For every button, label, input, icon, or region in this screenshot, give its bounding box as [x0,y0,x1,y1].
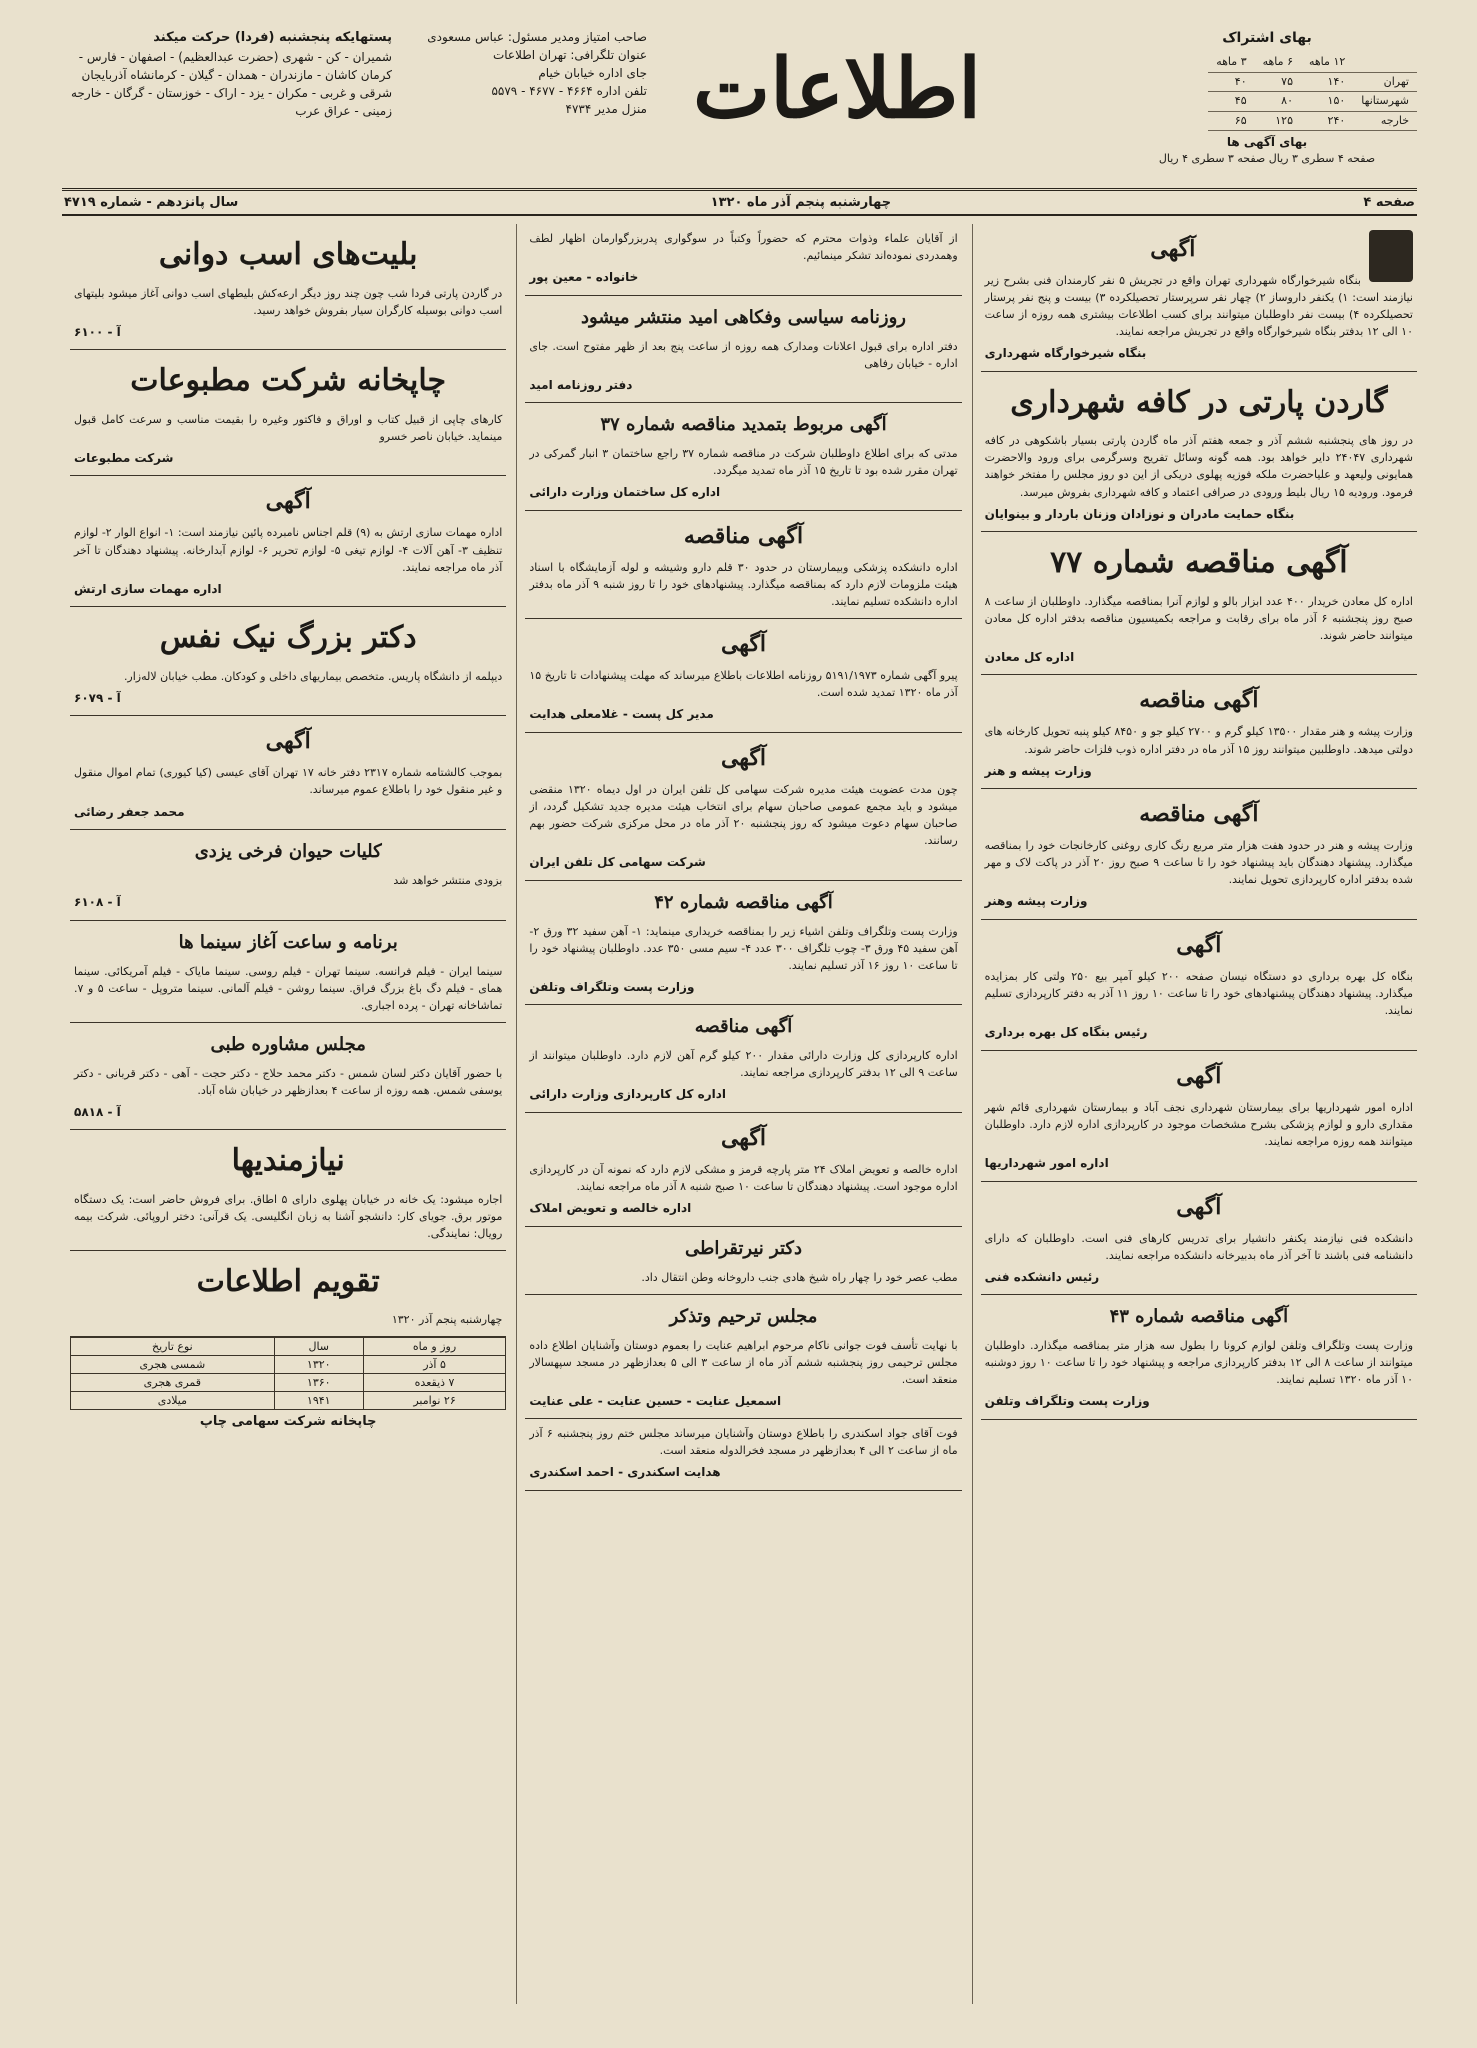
ad-block [525,511,961,619]
airmail-box [62,28,392,120]
calendar-cell: ۲۶ نوامبر [363,1392,506,1410]
printer-credit: چاپخانه شرکت سهامی چاپ [199,1414,377,1430]
publisher-line: صاحب امتیاز ومدیر مسئول: عباس مسعودی [427,30,647,44]
ad-title: آگهی مناقصه شماره ۴۲ [654,891,833,913]
ad-body: وزارت پیشه و هنر مقدار ۱۳۵۰۰ کیلو گرم و ۲۷۰۰ کیلو جو و ۸۴۵۰ کیلو پنبه تحویل کارخانه های دولتی میدهد. داوطلبین میتوانند روز ۱۵ آذر ماه در دفتر اداره ذوب فلزات حاضر شوند. [984,725,1413,756]
masthead [62,28,1417,191]
ad-signature: شرکت سهامی کل تلفن ایران [529,855,706,870]
ad-title: روزنامه سیاسی وفکاهی امید منتشر میشود [581,306,906,328]
subscription-cell: ۷۵ [1255,72,1301,92]
ad-block [70,716,506,830]
ad-signature: اسمعیل عنایت - حسین عنایت - علی عنایت [529,1393,782,1408]
ad-signature: رئیس بنگاه کل بهره برداری [984,1025,1148,1040]
ad-block [70,1130,506,1251]
manager-home-line: منزل مدیر ۴۷۳۴ [565,102,647,116]
ad-signature: وزارت پیشه و هنر [984,763,1092,778]
ad-body: بزودی منتشر خواهد شد [393,874,503,888]
ad-body: بموجب کالشتامه شماره ۲۳۱۷ دفتر خانه ۱۷ تهران آقای عیسی (کیا کیوری) تمام اموال منقول و غیر منقول خود را باطلاع عموم میرساند. [74,766,503,797]
ad-block [70,1251,506,1338]
ad-body: دفتر اداره برای قبول اعلانات ومدارک همه روزه از ساعت پنج بعد از ظهر مفتوح است. جای اداره - خیابان رفاهی [529,339,958,370]
subscription-cell: ۴۰ [1208,72,1254,92]
ad-body: در گاردن پارتی فردا شب چون چند روز دیگر ارعه‌کش بلیطهای اسب دوانی آغاز میشود بلیتهای اسب دوانی بوسیله کارگران سیار بفروش خواهد رسید. [74,286,503,317]
ad-title: گاردن پارتی در کافه شهرداری [1010,384,1388,420]
ad-block [525,733,961,881]
ad-title: آگهی مناقصه [1139,801,1259,828]
ad-title: تقویم اطلاعات [196,1263,380,1299]
calendar-cell: شمسی هجری [71,1356,275,1374]
airmail-title: پستهایکه پنجشنبه (فردا) حرکت میکند [153,30,392,45]
ad-signature: بنگاه حمایت مادران و نوزادان وزنان باردار و بینوایان [984,506,1295,521]
ad-signature: آ - ۵۸۱۸ [74,1104,121,1119]
publisher-box [387,28,647,118]
ad-body: در روز های پنجشنبه ششم آذر و جمعه هفتم آذر ماه گاردن پارتی بسیار باشکوهی در کافه شهرداری ۲۴۰۴۷ دایر خواهد بود. همه گونه وسائل تفریح وسرگرمی برای ورود والاحضرت همایونی ولیعهد و علیاحضرت ملکه فوزیه پهلوی دریکی از این دو روز مجلس را مفتخر خواهند فرمود. ورودیه ۱۵ ریال بلیط ورودی در صرافی اعتماد و کافه شهرداری بفروش میرسد. [984,434,1413,499]
ad-title: آگهی مربوط بتمدید مناقصه شماره ۳۷ [600,414,887,436]
ad-signature: اداره کل کارپردازی وزارت دارائی [529,1087,727,1102]
ad-block [525,1419,961,1491]
dateline [62,191,1417,216]
ad-signature: رئیس دانشکده فنی [984,1269,1100,1284]
calendar-table [70,1337,506,1410]
ad-title: دکتر بزرگ نیک نفس [159,620,417,656]
address-line: جای اداره خیابان خیام [538,66,647,80]
newspaper-logo: اطلاعات [692,41,982,137]
ad-body: با حضور آقایان دکتر لسان شمس - دکتر محمد حلاج - دکتر حجت - آهی - دکتر قربانی - دکتر یوسفی شمس. همه روزه از ساعت ۴ بعدازظهر در خیابان شاه آباد. [74,1066,503,1097]
ad-body: اداره کل معادن خریدار ۴۰۰ عدد ابزار بالو و لوازم آنرا بمناقصه میگذارد. داوطلبان از ساعت ۸ صبح روز پنجشنبه ۶ آذر ماه برای رقابت و مراجعه بکمیسیون مناقصه بدفتر اداره کل معادن میتوانند حاضر شوند. [984,594,1413,642]
ad-block [70,1023,506,1131]
issue-number: سال پانزدهم - شماره ۴۷۱۹ [64,195,239,210]
ad-body: سینما ایران - فیلم فرانسه. سینما تهران - فیلم روسی. سینما مایاک - فیلم آمریکائی. سینما همای - فیلم دگ باغ بزرگ فراق. سینما روشن - فیلم آلمانی. سینما متروپل - ساعت ۵ و ۷. تماشاخانه تهران - پرده اجباری. [74,964,503,1012]
ad-block [70,830,506,921]
subscription-table [1208,53,1417,131]
ad-signature: آ - ۶۱۰۸ [74,895,121,910]
ad-title: چاپخانه شرکت مطبوعات [130,363,447,399]
ad-price-text: صفحه ۴ سطری ۳ ریال صفحه ۳ سطری ۴ ریال [1158,152,1376,165]
subscription-header-cell: ۶ ماهه [1255,53,1301,72]
ad-body: فوت آقای جواد اسکندری را باطلاع دوستان وآشنایان میرساند مجلس ختم روز پنجشنبه ۶ آذر ماه از ساعت ۲ الی ۴ بعدازظهر در مسجد فخرالدوله منعقد است. [529,1427,958,1458]
ad-block [525,224,961,296]
ad-block [525,881,961,1006]
calendar-cell: ۷ ذیقعده [363,1374,506,1392]
ad-body: اداره کارپردازی کل وزارت دارائی مقدار ۲۰۰ کیلو گرم آهن لازم دارد. داوطلبان میتوانند از ساعت ۹ الی ۱۲ بدفتر کارپردازی مراجعه نمایند. [529,1049,958,1080]
ad-body: اداره امور شهرداریها برای بیمارستان شهرداری نجف آباد و بیمارستان شهرداری قائم شهر مقداری دارو و لوازم پزشکی بشرح مشخصات موجود در کارپردازی اداره لازم دارد. داوطلبان میتوانند همه روزه مراجعه نمایند. [984,1100,1413,1149]
ad-block [525,1227,961,1295]
ad-block [525,1113,961,1227]
ad-block [525,296,961,404]
column-middle [516,224,961,2004]
column-right [972,224,1417,2004]
ad-title: آگهی [720,744,767,771]
ad-block [981,532,1417,675]
ad-signature: وزارت پست وتلگراف وتلفن [529,979,695,994]
issue-date: چهارشنبه پنجم آذر ماه ۱۳۲۰ [710,195,892,210]
ad-body: چهارشنبه پنجم آذر ۱۳۲۰ [391,1313,503,1327]
ad-signature: خانواده - معین پور [529,270,639,285]
ad-signature: محمد جعفر رضائی [74,804,185,819]
ad-signature: هدایت اسکندری - احمد اسکندری [529,1465,721,1480]
ad-block [981,1182,1417,1296]
emblem-icon [1369,230,1413,282]
ad-block [525,1295,961,1420]
ad-block [70,224,506,350]
ad-body: با نهایت تأسف فوت جوانی ناکام مرحوم ابراهیم عنایت را بعموم دوستان وآشنایان اطلاع داده مجلس ترحیمی روز پنجشنبه ششم آذر ماه از ساعت ۳ الی ۵ بعدازظهر در مسجد سپهسالار منعقد است. [529,1338,958,1386]
ad-block [70,921,506,1023]
ad-block [981,1051,1417,1182]
ad-signature: اداره مهمات سازی ارتش [74,581,222,596]
ad-block [525,403,961,511]
ad-signature: وزارت پیشه وهنر [984,894,1088,909]
ad-title: آگهی مناقصه شماره ۷۷ [1050,545,1348,581]
ad-title: آگهی [720,1124,767,1151]
airmail-text: شمیران - کن - شهری (حضرت عبدالعظیم) - اصفهان - فارس - کرمان کاشان - مازندران - همدان - گیلان - کرمانشاه آذربایجان شرقی و غربی - مکران - یزد - اراک - خوزستان - گرگان - خارجه زمینی - عراق عرب [71,49,392,118]
calendar-cell: ۱۳۲۰ [274,1356,363,1374]
ad-block [525,1005,961,1113]
ad-body: بنگاه شیرخوارگاه شهرداری تهران واقع در تجریش ۵ نفر کارمندان فنی بشرح زیر نیازمند است: ۱) یکنفر داروساز ۲) چهار نفر سرپرستار تحصیلکرده ۳) بیست و پنج نفر پرستار تحصیلکرده ۴) بیست نفر داوطلبان میتوانند برای کسب اطلاعات بیشتری همه روزه از ساعت ۱۰ الی ۱۲ بدفتر بنگاه شیرخوارگاه واقع در تجریش مراجعه نمایند. [984,274,1413,339]
ad-title: آگهی مناقصه [683,522,804,549]
ad-signature: آ - ۶۱۰۰ [74,324,121,339]
ad-title: آگهی مناقصه [1139,687,1259,714]
ad-block [981,789,1417,920]
ad-signature: اداره کل معادن [984,649,1075,664]
ad-signature: وزارت پست وتلگراف وتلفن [984,1394,1150,1409]
ad-block [981,675,1417,789]
ad-body: وزارت پست وتلگراف وتلفن اشیاء زیر را بمناقصه خریداری مینماید: ۱- آهن سفید ۳۲ ورق ۲- آهن سفید ۴۵ ورق ۳- چوب تلگراف ۳۰۰ عدد ۴- سیم مسی ۳۵۰ عدد. داوطلبان پیشنهاد خود را تا ساعت ۱۰ روز ۱۶ آذر تسلیم نمایند. [529,924,958,972]
ad-title: آگهی [720,631,767,658]
ad-title: کلیات حیوان فرخی یزدی [194,841,382,863]
ad-signature: آ - ۶۰۷۹ [74,690,121,705]
ad-title: دکتر نیرتقراطی [685,1237,802,1259]
ad-body: اداره دانشکده پزشکی وبیمارستان در حدود ۳۰ قلم دارو وشیشه و لوله آزمایشگاه با اسناد هیئت ملزومات لازم دارد که بمناقصه میگذارد. پیشنهادهای خود را تا روز شنبه ۹ آذر ماه بدفتر اداره دانشکده تسلیم نمایند. [529,560,958,609]
ad-block [70,476,506,607]
subscription-header-cell: ۳ ماهه [1208,53,1254,72]
ad-title: آگهی [265,728,311,755]
ad-body: از آقایان علماء وذوات محترم که حضوراً وکتباً در سوگواری پدربزرگوارمان اظهار لطف وهمدردی نموده‌اند تشکر مینمائیم. [529,232,958,263]
ad-signature: اداره خالصه و تعویض املاک [529,1201,692,1216]
ad-body: بنگاه کل بهره برداری دو دستگاه نیسان صفحه ۲۰۰ کیلو آمپر بیع ۲۵۰ ولتی کار بمزایده میگذارد. پیشنهاد دهندگان پیشنهادهای خود را تا ساعت ۱۰ روز ۱۱ آذر به دفتر کارپردازی تسلیم نمایند. [984,970,1413,1018]
calendar-cell: ۵ آذر [363,1356,506,1374]
ad-body: پیرو آگهی شماره ۵۱۹۱/۱۹۷۳ روزنامه اطلاعات باطلاع میرساند که مهلت پیشنهادات تا تاریخ ۱۵ آذر ماه ۱۳۲۰ تمدید شده است. [529,669,958,700]
ad-body: مطب عصر خود را چهار راه شیخ هادی جنب داروخانه وطن انتقال داد. [641,1270,958,1284]
ad-signature: دفتر روزنامه امید [529,377,633,392]
calendar-cell: ۱۳۶۰ [274,1374,363,1392]
ad-block [981,920,1417,1051]
subscription-cell: ۴۵ [1208,92,1254,112]
ad-block [981,1295,1417,1420]
calendar-cell: ۱۹۴۱ [274,1392,363,1410]
subscription-header-cell: ۱۲ ماهه [1301,53,1353,72]
calendar-cell: میلادی [71,1392,275,1410]
ad-body: اداره خالصه و تعویض املاک ۲۴ متر پارچه قرمز و مشکی لازم دارد که نمونه آن در کارپردازی اداره موجود است. پیشنهاد دهندگان تا ساعت ۱۰ صبح شنبه ۸ آذر ماه مراجعه نمایند. [529,1163,958,1194]
ad-body: چون مدت عضویت هیئت مدیره شرکت سهامی کل تلفن ایران در اول دیماه ۱۳۲۰ منقضی میشود و باید مجمع عمومی صاحبان سهام برای انتخاب هیئت مدیره جدید تشکیل گردد، از صاحبان سهام دعوت میشود که روز پنجشنبه ۲۰ آذر ماه در محل مرکزی شرکت حضور بهم رسانند. [529,782,958,848]
subscription-cell: ۱۵۰ [1301,92,1353,112]
logo-box [657,41,1017,137]
ad-body: کارهای چاپی از قبیل کتاب و اوراق و فاکتور وغیره را بقیمت مناسب و سرعت کامل قبول مینماید. خیابان ناصر خسرو [74,412,503,443]
subscription-cell: ۸۰ [1255,92,1301,112]
telegraph-line: عنوان تلگرافی: تهران اطلاعات [492,48,647,62]
ad-price-title: بهای آگهی ها [1226,135,1308,149]
subscription-row-label: شهرستانها [1353,92,1417,112]
ad-title: آگهی [265,488,311,515]
ad-title: آگهی مناقصه شماره ۴۳ [1109,1306,1289,1328]
ad-signature: اداره امور شهرداریها [984,1156,1109,1171]
ad-block [70,607,506,716]
ad-title: مجلس مشاوره طبی [210,1033,366,1055]
ad-title: آگهی [1176,1062,1222,1089]
subscription-cell: ۱۲۵ [1255,111,1301,131]
column-left [62,224,506,2004]
ad-title: آگهی مناقصه [694,1016,793,1038]
ad-block [525,619,961,733]
subscription-cell: ۶۵ [1208,111,1254,131]
ad-title: برنامه و ساعت آغاز سینما ها [178,931,398,953]
ad-title: آگهی [1150,236,1196,262]
ad-signature: بنگاه شیرخوارگاه شهرداری [984,346,1147,361]
ad-signature: اداره کل ساختمان وزارت دارائی [529,485,721,500]
ad-signature: مدیر کل پست - غلامعلی هدایت [529,707,714,722]
subscription-cell: ۱۴۰ [1301,72,1353,92]
columns-container [62,224,1417,2004]
calendar-header-cell: روز و ماه [363,1338,506,1356]
ad-title: بلیت‌های اسب دوانی [158,237,418,272]
ad-title: مجلس ترحیم وتذکر [669,1305,818,1327]
phone-line: تلفن اداره ۴۶۶۴ - ۴۶۷۷ - ۵۵۷۹ [491,84,647,98]
ad-body: اداره مهمات سازی ارتش به (۹) قلم اجناس نامبرده پائین نیازمند است: ۱- انواع الوار ۲- لوازم تنظیف ۳- آهن آلات ۴- لوازم تیغی ۵- لوازم تحریر ۶- لوازم آبدارخانه. پیشنهاد دهندگان تا آخر آذر ماه مراجعه نمایند. [74,526,503,574]
ad-title: آگهی [1176,1193,1222,1220]
page-number: صفحه ۴ [1363,195,1415,210]
subscription-row-label: خارجه [1353,111,1417,131]
subscription-cell: ۲۴۰ [1301,111,1353,131]
calendar-header-cell: سال [274,1338,363,1356]
ad-block [981,224,1417,372]
ad-body: وزارت پست وتلگراف وتلفن لوازم کرونا را بطول سه هزار متر بمناقصه میگذارد. داوطلبان میتوانند از ساعت ۸ الی ۱۲ بدفتر کارپردازی مراجعه و پیشنهاد خود را تا ساعت ۱۰ روز دوشنبه ۱۰ آذر ماه ۱۳۲۰ تسلیم نمایند. [984,1339,1413,1387]
ad-body: دانشکده فنی نیازمند یکنفر دانشیار برای تدریس کارهای فنی است. داوطلبان که دارای دانشنامه فنی باشند تا آخر آذر ماه بدبیرخانه دانشکده مراجعه نمایند. [984,1231,1413,1262]
ad-title: نیازمندیها [231,1143,345,1179]
ad-title: آگهی [1176,932,1222,958]
ad-block [70,350,506,476]
calendar-cell: قمری هجری [71,1374,275,1392]
ad-body: وزارت پیشه و هنر در حدود هفت هزار متر مربع رنگ کاری روغنی کارخانجات خود را بمناقصه میگذارد. پیشنهاد دهندگان باید پیشنهاد خود را تا ساعت ۹ صبح روز ۲۰ آذر در پاکت لاک و مهر شده بدفتر اداره کارپردازی تحویل نمایند. [984,839,1414,887]
subscription-box [1117,28,1417,168]
ad-signature: شرکت مطبوعات [74,450,174,465]
ad-block [981,372,1417,532]
ad-body: دیپلمه از دانشگاه پاریس. متخصص بیماریهای داخلی و کودکان. مطب خیابان لاله‌زار. [123,669,503,683]
subscription-row-label: تهران [1353,72,1417,92]
subscription-title: بهای اشتراک [1222,30,1312,46]
calendar-header-cell: نوع تاریخ [71,1338,275,1356]
column-left-ads [70,224,506,1337]
ad-body: مدتی که برای اطلاع داوطلبان شرکت در مناقصه شماره ۳۷ راجع ساختمان ۳ انبار گمرکی در تهران مقرر شده بود تا تاریخ ۱۵ آذر ماه تمدید میگردد. [529,447,958,478]
ad-body: اجاره میشود: یک خانه در خیابان پهلوی دارای ۵ اطاق. برای فروش حاضر است: یک دستگاه موتور برق. جویای کار: دانشجو آشنا به زبان انگلیسی. یک قرآنی: دختر اروپائی. شرکت بیمه رویال: نمایندگی. [74,1192,503,1240]
